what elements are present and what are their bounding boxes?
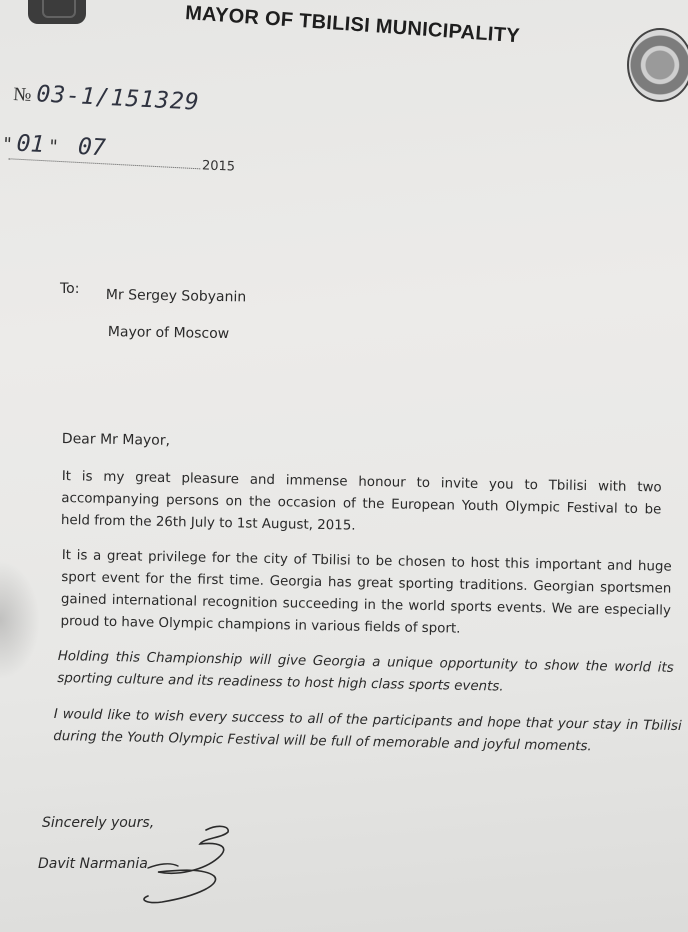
- coat-of-arms-emblem: [28, 0, 86, 24]
- date-month: 07: [77, 133, 107, 162]
- date-open-quote: ": [2, 133, 13, 156]
- number-symbol: №: [12, 83, 32, 106]
- reference-number: [13, 80, 201, 116]
- paragraph-championship: Holding this Championship will give Georgia a unique opportunity to show the world its sporting culture and its readiness to host high class sports events.: [57, 648, 674, 695]
- paragraph-invitation: It is my great pleasure and immense honour to invite you to Tbilisi with two accompanying persons on the occasion of the European Youth Olympic Festival to be held from the 26th July to 1st August, 2015.: [60, 468, 662, 534]
- to-label: To:: [60, 281, 80, 297]
- date-year: 2015: [201, 158, 236, 175]
- handwritten-signature: [118, 818, 248, 908]
- closing-phrase: Sincerely yours,: [42, 815, 155, 831]
- date-day: 01: [15, 130, 46, 159]
- paragraph-privilege: It is a great privilege for the city of Tbilisi to be chosen to host this important and huge sport event for the first time. Georgia has great sporting traditions. Georgian sportsmen gained international recognition succeeding in the world sports events. We are especially proud to have Olympic champions in various fields of sport.: [60, 547, 672, 637]
- letterhead-title: MAYOR OF TBILISI MUNICIPALITY: [184, 2, 521, 48]
- reference-number-value: 03-1/151329: [35, 81, 201, 116]
- paragraph-wishes: I would like to wish every success to all of the participants and hope that your stay in Tbilisi during the Youth Olympic Festival will be full of memorable and joyful moments.: [53, 706, 682, 755]
- recipient-name: Mr Sergey Sobyanin: [105, 287, 247, 306]
- date-mid-quote: ": [48, 136, 59, 158]
- paper-shadow: [0, 560, 40, 680]
- signer-name: Davit Narmania: [38, 856, 148, 872]
- municipality-seal-icon: [627, 28, 688, 102]
- recipient-title: Mayor of Moscow: [107, 324, 230, 343]
- salutation: Dear Mr Mayor,: [61, 431, 171, 449]
